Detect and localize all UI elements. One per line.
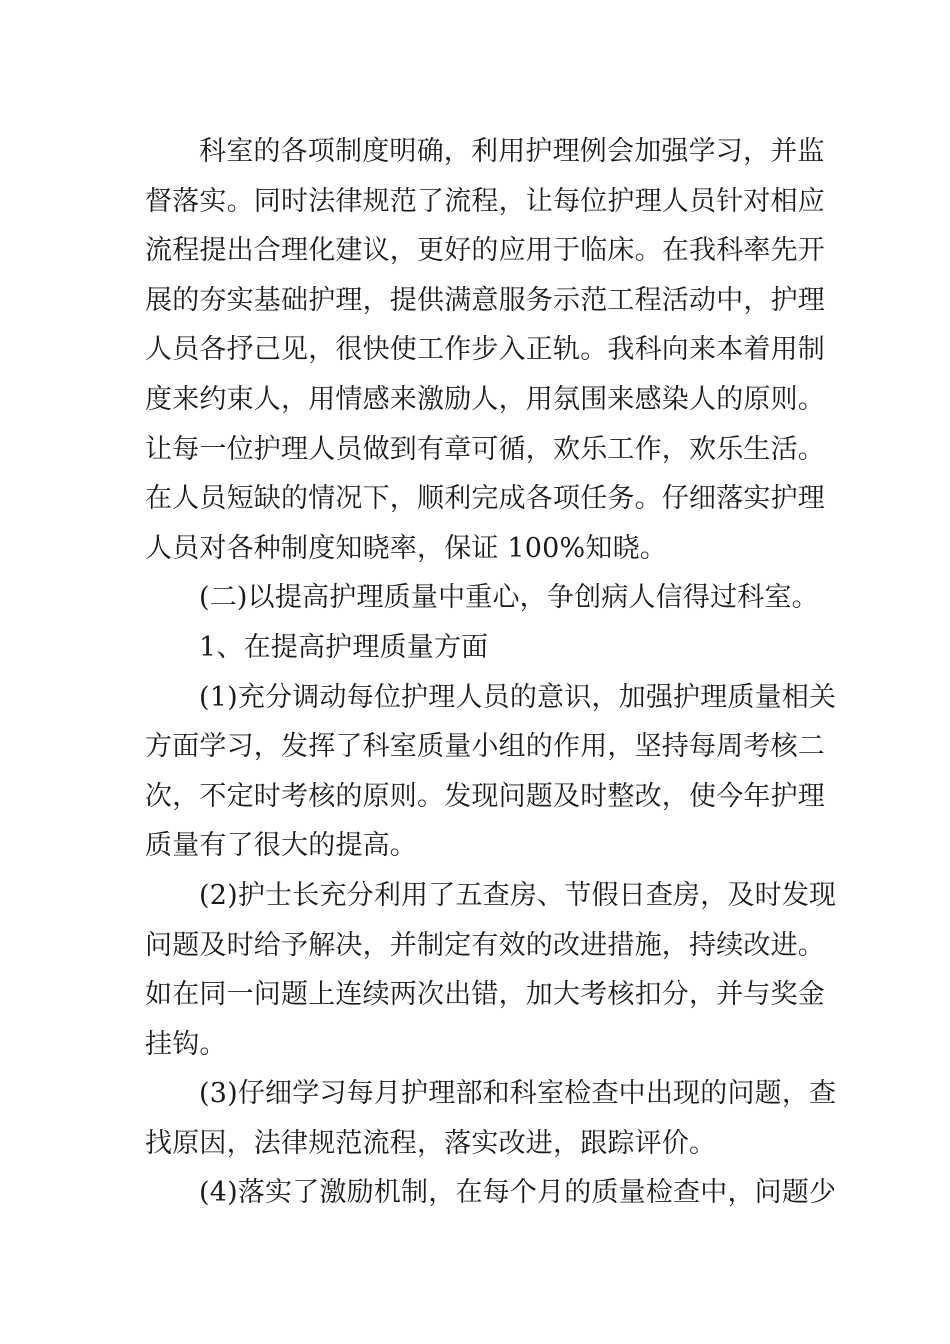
text-line: (3)仔细学习每月护理部和科室检查中出现的问题，查	[199, 1078, 837, 1110]
text-line: (1)充分调动每位护理人员的意识，加强护理质量相关	[199, 681, 837, 713]
document-body	[145, 127, 837, 1218]
text-line: 问题及时给予解决，并制定有效的改进措施，持续改进。	[145, 929, 825, 961]
section-heading: (二)以提高护理质量中重心，争创病人信得过科室。	[199, 582, 819, 614]
text-line: 人员各抒己见，很快使工作步入正轨。我科向来本着用制	[145, 334, 825, 366]
text-line: 次，不定时考核的原则。发现问题及时整改，使今年护理	[145, 780, 825, 812]
text-line: (4)落实了激励机制，在每个月的质量检查中，问题少	[199, 1177, 837, 1209]
text-line: 让每一位护理人员做到有章可循，欢乐工作，欢乐生活。	[145, 433, 825, 465]
text-line: (2)护士长充分利用了五查房、节假日查房，及时发现	[199, 879, 837, 911]
text-line: 展的夯实基础护理，提供满意服务示范工程活动中，护理	[145, 284, 825, 316]
text-line: 挂钩。	[145, 1028, 227, 1060]
text-line: 质量有了很大的提高。	[145, 830, 417, 862]
text-line: 度来约束人，用情感来激励人，用氛围来感染人的原则。	[145, 383, 825, 415]
text-line: 流程提出合理化建议，更好的应用于临床。在我科率先开	[145, 235, 825, 267]
text-line: 人员对各种制度知晓率，保证 100%知晓。	[145, 532, 667, 564]
text-line: 找原因，法律规范流程，落实改进，跟踪评价。	[145, 1127, 717, 1159]
subsection-heading: 1、在提高护理质量方面	[199, 631, 489, 663]
text-line: 科室的各项制度明确，利用护理例会加强学习，并监	[199, 136, 825, 167]
text-line: 在人员短缺的情况下，顺利完成各项任务。仔细落实护理	[145, 483, 825, 515]
text-line: 督落实。同时法律规范了流程，让每位护理人员针对相应	[145, 185, 825, 217]
text-line: 方面学习，发挥了科室质量小组的作用，坚持每周考核二	[145, 731, 825, 763]
text-line: 如在同一问题上连续两次出错，加大考核扣分，并与奖金	[145, 979, 825, 1011]
